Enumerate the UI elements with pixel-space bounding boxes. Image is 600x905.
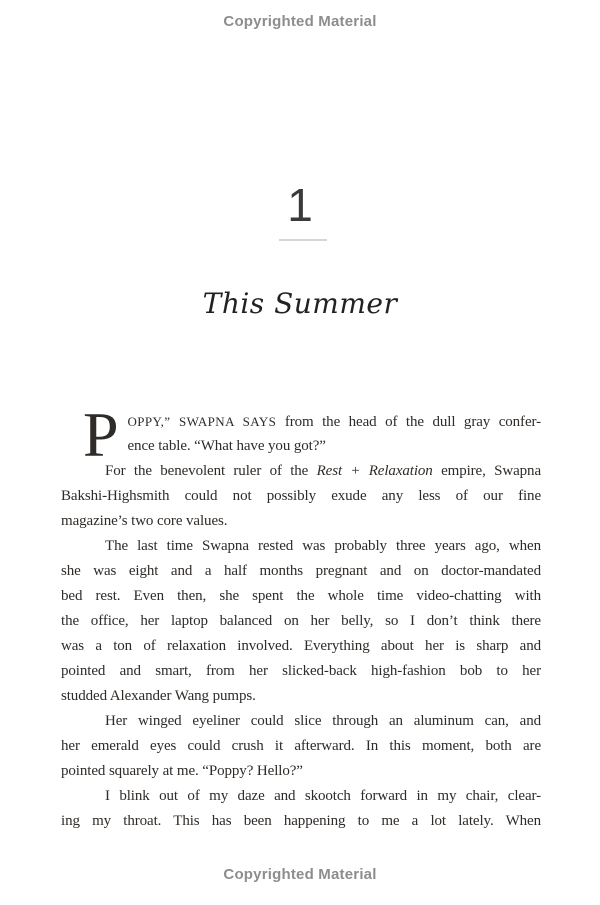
- text-segment: The last time Swapna rested was probably three years ago, when: [105, 538, 541, 554]
- drop-cap-letter: P: [83, 399, 119, 470]
- text-segment: I blink out of my daze and skootch forward in my chair, clear-: [105, 788, 541, 804]
- text-line: [61, 809, 541, 834]
- chapter-title: This Summer: [202, 287, 398, 320]
- text-line: [61, 759, 541, 784]
- text-segment: ence table. “What have you got?”: [127, 438, 326, 454]
- text-line: [61, 734, 541, 759]
- paragraph: [61, 709, 541, 784]
- body-text: [61, 399, 541, 834]
- text-line: [61, 509, 541, 534]
- text-line: [61, 484, 541, 509]
- copyright-notice-top: Copyrighted Material: [223, 13, 377, 30]
- text-segment: Bakshi-Highsmith could not possibly exude any less of our fine: [61, 488, 541, 504]
- text-segment: For the benevolent ruler of the: [105, 463, 317, 479]
- text-line: [61, 459, 541, 484]
- text-line: [128, 409, 542, 434]
- text-segment: Rest + Relaxation: [316, 463, 433, 479]
- text-line: [61, 709, 541, 734]
- text-segment: studded Alexander Wang pumps.: [61, 688, 256, 704]
- text-line: [61, 609, 541, 634]
- text-segment: the office, her laptop balanced on her belly, so I don’t think there: [61, 613, 541, 629]
- text-line: [61, 659, 541, 684]
- paragraph: [61, 784, 541, 834]
- text-segment: pointed and smart, from her slicked-back high-fashion bob to her: [61, 663, 541, 679]
- text-segment: bed rest. Even then, she spent the whole time video-chatting with: [61, 588, 541, 604]
- text-line: [61, 559, 541, 584]
- paragraph: [61, 534, 541, 709]
- text-segment: from the head of the dull gray confer-: [276, 414, 541, 430]
- text-line: [61, 684, 541, 709]
- text-segment: OPPY,” SWAPNA SAYS: [127, 414, 277, 429]
- copyright-notice-bottom: Copyrighted Material: [223, 866, 377, 883]
- text-segment: she was eight and a half months pregnant and on doctor-mandated: [61, 563, 541, 579]
- text-segment: pointed squarely at me. “Poppy? Hello?”: [61, 763, 303, 779]
- paragraph: [61, 399, 541, 470]
- text-segment: empire, Swapna: [432, 463, 541, 479]
- text-segment: magazine’s two core values.: [61, 513, 228, 529]
- text-line: [61, 634, 541, 659]
- text-segment: Her winged eyeliner could slice through an aluminum can, and: [105, 713, 541, 729]
- text-segment: was a ton of relaxation involved. Everything about her is sharp and: [61, 638, 541, 654]
- text-line: [61, 584, 541, 609]
- text-line: [61, 784, 541, 809]
- text-line: [61, 534, 541, 559]
- text-segment: ing my throat. This has been happening to me a lot lately. When: [61, 813, 541, 829]
- paragraph: [61, 459, 541, 534]
- chapter-divider-rule: [279, 239, 327, 241]
- text-segment: her emerald eyes could crush it afterward. In this moment, both are: [61, 738, 541, 754]
- chapter-number: 1: [287, 179, 313, 231]
- text-line: [128, 434, 542, 459]
